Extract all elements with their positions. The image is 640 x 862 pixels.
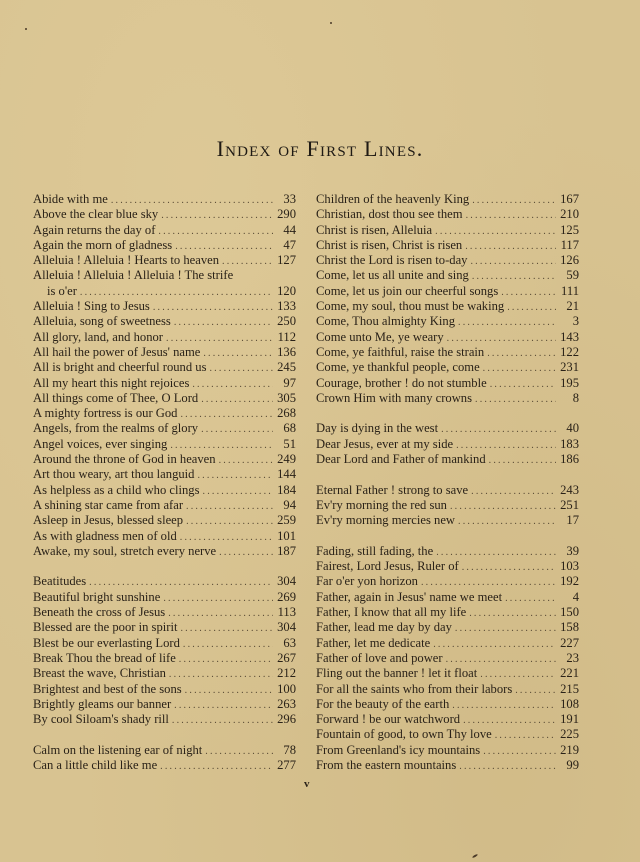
first-line-text: Again the morn of gladness	[33, 237, 173, 252]
first-line-text: Brightly gleams our banner	[33, 696, 172, 711]
dot-leader	[472, 193, 556, 207]
dot-leader	[436, 545, 556, 559]
dot-leader	[435, 224, 556, 238]
hymn-number: 186	[560, 452, 579, 467]
letter-group-gap	[316, 467, 579, 482]
first-line-text: Again returns the day of	[33, 222, 156, 237]
index-entry	[316, 268, 579, 283]
dot-leader	[168, 606, 273, 620]
index-entry	[316, 192, 579, 207]
first-line-text: Around the throne of God in heaven	[33, 452, 216, 467]
first-line-text: Calm on the listening ear of night	[33, 742, 203, 757]
first-line-text: Christ the Lord is risen to-day	[316, 253, 468, 268]
first-line-text: Father, lead me day by day	[316, 620, 452, 635]
first-line-text: Come, let us join our cheerful songs	[316, 283, 499, 298]
index-entry	[316, 513, 579, 528]
dot-leader	[463, 713, 556, 727]
index-entry	[33, 529, 296, 544]
index-entry	[33, 299, 296, 314]
dot-leader	[175, 239, 273, 253]
dot-leader	[450, 499, 556, 513]
hymn-number: 277	[277, 757, 296, 772]
first-line-text: Art thou weary, art thou languid	[33, 467, 195, 482]
index-entry	[316, 605, 579, 620]
hymn-number: 221	[560, 666, 579, 681]
index-entry	[316, 223, 579, 238]
dot-leader	[433, 637, 556, 651]
hymn-number: 17	[566, 513, 579, 528]
hymn-number: 3	[572, 314, 579, 329]
hymn-number: 47	[283, 237, 296, 252]
first-line-text: For all the saints who from their labors	[316, 681, 513, 696]
index-entry	[316, 636, 579, 651]
dot-leader	[458, 315, 556, 329]
hymn-number: 231	[560, 360, 579, 375]
first-line-text: As with gladness men of old	[33, 528, 177, 543]
first-line-text: Come unto Me, ye weary	[316, 329, 444, 344]
first-line-text: Crown Him with many crowns	[316, 390, 473, 405]
hymn-number: 227	[560, 635, 579, 650]
dot-leader	[465, 239, 556, 253]
first-line-text: Beatitudes	[33, 574, 87, 589]
hymn-number: 184	[277, 482, 296, 497]
index-entry	[33, 437, 296, 452]
hymn-number: 122	[560, 344, 579, 359]
hymn-number: 117	[560, 237, 579, 252]
dot-leader	[490, 377, 556, 391]
dot-leader	[201, 422, 273, 436]
index-entry	[316, 590, 579, 605]
first-line-text: As helpless as a child who clings	[33, 482, 200, 497]
index-entry	[316, 682, 579, 697]
hymn-number: 263	[277, 696, 296, 711]
first-line-text: Christ is risen, Christ is risen	[316, 237, 463, 252]
hymn-number: 51	[283, 436, 296, 451]
dot-leader	[472, 269, 556, 283]
first-line-text: Alleluia, song of sweetness	[33, 314, 171, 329]
index-entry	[33, 330, 296, 345]
first-line-text: Come, let us all unite and sing	[316, 268, 469, 283]
hymn-number: 112	[277, 329, 296, 344]
dot-leader	[192, 377, 273, 391]
index-entry	[316, 544, 579, 559]
dot-leader	[209, 361, 273, 375]
first-line-text: Come, Thou almighty King	[316, 314, 455, 329]
index-entry	[316, 391, 579, 406]
hymn-number: 44	[283, 222, 296, 237]
hymn-number: 120	[277, 283, 296, 298]
letter-group-gap	[33, 727, 296, 742]
first-line-text: Day is dying in the west	[316, 421, 439, 436]
first-line-text: is o'er	[47, 283, 77, 298]
hymn-number: 296	[277, 712, 296, 727]
hymn-number: 21	[566, 299, 579, 314]
hymn-number: 126	[560, 253, 579, 268]
dot-leader	[471, 484, 556, 498]
dot-leader	[470, 254, 556, 268]
index-entry	[33, 253, 296, 268]
hymn-number: 4	[572, 589, 579, 604]
hymn-number: 94	[283, 497, 296, 512]
hymn-number: 111	[561, 283, 579, 298]
index-entry	[316, 452, 579, 467]
hymn-number: 101	[277, 528, 296, 543]
first-line-text: Come, ye faithful, raise the strain	[316, 344, 485, 359]
hymn-number: 97	[283, 375, 296, 390]
index-entry	[316, 712, 579, 727]
first-line-text: Children of the heavenly King	[316, 192, 470, 206]
first-line-text: All things come of Thee, O Lord	[33, 390, 199, 405]
first-line-text: Ev'ry morning the red sun	[316, 497, 447, 512]
index-entry	[33, 483, 296, 498]
dot-leader	[179, 652, 273, 666]
first-line-text: Alleluia ! Sing to Jesus	[33, 299, 150, 314]
hymn-number: 269	[277, 589, 296, 604]
index-entry	[316, 284, 579, 299]
hymn-number: 40	[566, 421, 579, 436]
first-line-text: Angels, from the realms of glory	[33, 421, 199, 436]
first-line-text: Awake, my soul, stretch every nerve	[33, 543, 217, 558]
first-line-text: Beautiful bright sunshine	[33, 589, 161, 604]
index-entry	[33, 574, 296, 589]
hymn-number: 304	[277, 574, 296, 589]
index-entry	[33, 544, 296, 559]
hymn-number: 192	[560, 574, 579, 589]
paper-speck	[25, 28, 27, 30]
dot-leader	[172, 713, 273, 727]
first-line-text: Abide with me	[33, 192, 108, 206]
page-number: v	[304, 778, 310, 790]
index-entry	[316, 666, 579, 681]
first-line-text: Father, I know that all my life	[316, 605, 467, 620]
dot-leader	[185, 683, 273, 697]
hymn-number: 210	[560, 207, 579, 222]
first-line-text: Blessed are the poor in spirit	[33, 620, 178, 635]
hymn-number: 33	[283, 192, 296, 206]
hymn-number: 133	[277, 299, 296, 314]
first-line-text: Far o'er yon horizon	[316, 574, 418, 589]
dot-leader	[456, 438, 556, 452]
first-line-text: Dear Lord and Father of mankind	[316, 452, 486, 467]
index-entry	[33, 345, 296, 360]
index-entry	[316, 330, 579, 345]
index-entry	[33, 207, 296, 222]
letter-group-gap	[316, 406, 579, 421]
index-column-right	[316, 192, 579, 773]
first-line-text: All glory, land, and honor	[33, 329, 163, 344]
hymn-number: 127	[277, 253, 296, 268]
dot-leader	[174, 315, 273, 329]
first-line-text: Father, let me dedicate	[316, 635, 431, 650]
dot-leader	[452, 698, 556, 712]
first-line-text: Father, again in Jesus' name we meet	[316, 589, 503, 604]
index-entry	[316, 376, 579, 391]
hymn-number: 150	[560, 605, 579, 620]
hymn-number: 215	[560, 681, 579, 696]
dot-leader	[483, 744, 556, 758]
index-entry	[316, 345, 579, 360]
dot-leader	[201, 392, 273, 406]
first-line-text: Christian, dost thou see them	[316, 207, 463, 222]
hymn-number: 103	[560, 559, 579, 574]
index-entry	[33, 406, 296, 421]
index-entry	[316, 727, 579, 742]
hymn-number: 68	[283, 421, 296, 436]
dot-leader	[219, 453, 273, 467]
dot-leader	[458, 514, 556, 528]
index-entry	[33, 192, 296, 207]
dot-leader	[421, 575, 556, 589]
hymn-number: 39	[566, 543, 579, 558]
index-entry	[33, 666, 296, 681]
first-line-text: From the eastern mountains	[316, 757, 457, 772]
dot-leader	[515, 683, 556, 697]
dot-leader	[480, 667, 556, 681]
dot-leader	[505, 591, 556, 605]
first-line-text: Father of love and power	[316, 650, 443, 665]
hymn-number: 167	[560, 192, 579, 206]
dot-leader	[166, 331, 273, 345]
first-line-text: Come, ye thankful people, come	[316, 360, 480, 375]
dot-leader	[495, 728, 556, 742]
hymn-number: 219	[560, 742, 579, 757]
hymn-number: 187	[277, 543, 296, 558]
hymn-number: 249	[277, 452, 296, 467]
first-line-text: Angel voices, ever singing	[33, 436, 168, 451]
dot-leader	[160, 759, 273, 773]
index-entry	[33, 238, 296, 253]
index-entry	[316, 559, 579, 574]
dot-leader	[203, 346, 273, 360]
first-line-text: All hail the power of Jesus' name	[33, 344, 201, 359]
dot-leader	[169, 667, 273, 681]
hymn-number: 267	[277, 650, 296, 665]
index-entry	[33, 268, 296, 283]
index-entry	[33, 651, 296, 666]
index-entry	[316, 207, 579, 222]
dot-leader	[459, 759, 556, 773]
hymn-number: 225	[560, 727, 579, 742]
first-line-text: For the beauty of the earth	[316, 696, 450, 711]
first-line-text: Fountain of good, to own Thy love	[316, 727, 492, 742]
first-line-text: Alleluia ! Alleluia ! Hearts to heaven	[33, 253, 220, 268]
hymn-number: 125	[560, 222, 579, 237]
index-entry	[33, 697, 296, 712]
dot-leader	[489, 453, 556, 467]
index-entry	[33, 712, 296, 727]
hymn-number: 243	[560, 482, 579, 497]
hymn-number: 191	[560, 712, 579, 727]
index-entry	[316, 483, 579, 498]
index-entry	[33, 360, 296, 375]
dot-leader	[186, 499, 273, 513]
index-entry	[33, 636, 296, 651]
dot-leader	[183, 637, 273, 651]
index-entry	[316, 574, 579, 589]
hymn-number: 23	[566, 650, 579, 665]
index-entry	[33, 758, 296, 773]
dot-leader	[469, 606, 556, 620]
dot-leader	[501, 285, 556, 299]
dot-leader	[163, 591, 273, 605]
index-entry	[33, 452, 296, 467]
index-entry	[33, 743, 296, 758]
first-line-text: Christ is risen, Alleluia	[316, 222, 433, 237]
first-line-text: Ev'ry morning mercies new	[316, 513, 456, 528]
index-entry	[316, 299, 579, 314]
index-entry	[316, 498, 579, 513]
first-line-text: Fading, still fading, the	[316, 543, 434, 558]
first-line-text: Breast the wave, Christian	[33, 666, 166, 681]
index-column-left	[33, 192, 296, 773]
hymn-number: 63	[283, 635, 296, 650]
hymn-number: 144	[277, 467, 296, 482]
paper-speck	[330, 22, 332, 24]
hymn-number: 99	[566, 757, 579, 772]
first-line-text: Beneath the cross of Jesus	[33, 605, 166, 620]
first-line-text: Come, my soul, thou must be waking	[316, 299, 505, 314]
dot-leader	[222, 254, 273, 268]
first-line-text: Alleluia ! Alleluia ! Alleluia ! The strife	[33, 268, 234, 283]
first-line-text: Eternal Father ! strong to save	[316, 482, 469, 497]
index-entry	[33, 391, 296, 406]
index-entry	[33, 682, 296, 697]
hymn-number: 143	[560, 329, 579, 344]
first-line-text: A mighty fortress is our God	[33, 406, 178, 421]
hymn-number: 245	[277, 360, 296, 375]
dot-leader	[483, 361, 556, 375]
index-entry	[316, 743, 579, 758]
first-line-text: All is bright and cheerful round us	[33, 360, 207, 375]
dot-leader	[507, 300, 556, 314]
index-entry	[316, 437, 579, 452]
hymn-number: 212	[277, 666, 296, 681]
index-entry	[33, 223, 296, 238]
first-line-text: Can a little child like me	[33, 757, 158, 772]
index-entry	[33, 498, 296, 513]
letter-group-gap	[316, 529, 579, 544]
index-entry	[33, 284, 296, 299]
hymn-number: 268	[277, 406, 296, 421]
dot-leader	[219, 545, 273, 559]
hymn-number: 158	[560, 620, 579, 635]
dot-leader	[447, 331, 556, 345]
index-entry	[33, 421, 296, 436]
first-line-text: Above the clear blue sky	[33, 207, 159, 222]
first-line-text: Fairest, Lord Jesus, Ruler of	[316, 559, 459, 574]
dot-leader	[462, 560, 556, 574]
page-title: Index of First Lines.	[216, 136, 424, 161]
first-line-text: Brightest and best of the sons	[33, 681, 182, 696]
index-entry	[33, 314, 296, 329]
hymn-number: 305	[277, 390, 296, 405]
hymn-number: 136	[277, 344, 296, 359]
hymn-number: 59	[566, 268, 579, 283]
index-entry	[316, 314, 579, 329]
hymn-number: 251	[560, 497, 579, 512]
dot-leader	[180, 530, 273, 544]
dot-leader	[161, 208, 273, 222]
index-entry	[316, 360, 579, 375]
hymn-number: 290	[277, 207, 296, 222]
dot-leader	[475, 392, 556, 406]
index-entry	[33, 605, 296, 620]
dot-leader	[441, 422, 556, 436]
index-entry	[33, 620, 296, 635]
dot-leader	[203, 484, 274, 498]
hymn-number: 100	[277, 681, 296, 696]
index-entry	[316, 253, 579, 268]
first-line-text: Courage, brother ! do not stumble	[316, 375, 487, 390]
first-line-text: Dear Jesus, ever at my side	[316, 436, 454, 451]
index-entry	[33, 376, 296, 391]
letter-group-gap	[33, 559, 296, 574]
hymn-number: 8	[572, 390, 579, 405]
first-line-text: Fling out the banner ! let it float	[316, 666, 478, 681]
dot-leader	[158, 224, 273, 238]
dot-leader	[197, 468, 273, 482]
hymn-number: 195	[560, 375, 579, 390]
first-line-text: From Greenland's icy mountains	[316, 742, 481, 757]
dot-leader	[174, 698, 273, 712]
first-line-text: All my heart this night rejoices	[33, 375, 190, 390]
dot-leader	[186, 514, 273, 528]
dot-leader	[80, 285, 273, 299]
index-entry	[316, 421, 579, 436]
first-line-text: By cool Siloam's shady rill	[33, 712, 169, 727]
dot-leader	[205, 744, 273, 758]
index-entry	[316, 238, 579, 253]
dot-leader	[111, 193, 273, 207]
index-entry	[316, 620, 579, 635]
hymn-number: 108	[560, 696, 579, 711]
dot-leader	[89, 575, 273, 589]
dot-leader	[170, 438, 273, 452]
index-entry	[316, 651, 579, 666]
first-line-text: Break Thou the bread of life	[33, 650, 176, 665]
first-line-text: Forward ! be our watchword	[316, 712, 461, 727]
hymn-number: 250	[277, 314, 296, 329]
index-entry	[316, 758, 579, 773]
first-line-text: A shining star came from afar	[33, 497, 184, 512]
index-entry	[33, 590, 296, 605]
first-line-text: Blest be our everlasting Lord	[33, 635, 180, 650]
dot-leader	[180, 621, 273, 635]
dot-leader	[466, 208, 556, 222]
index-entry	[316, 697, 579, 712]
paper-speck	[472, 854, 478, 859]
dot-leader	[180, 407, 273, 421]
index-entry	[33, 467, 296, 482]
dot-leader	[455, 621, 556, 635]
first-line-text: Asleep in Jesus, blessed sleep	[33, 513, 184, 528]
hymn-number: 113	[277, 605, 296, 620]
dot-leader	[153, 300, 273, 314]
dot-leader	[487, 346, 556, 360]
index-entry	[33, 513, 296, 528]
hymn-number: 304	[277, 620, 296, 635]
dot-leader	[446, 652, 556, 666]
hymn-number: 78	[283, 742, 296, 757]
hymn-number: 183	[560, 436, 579, 451]
hymn-number: 259	[277, 513, 296, 528]
